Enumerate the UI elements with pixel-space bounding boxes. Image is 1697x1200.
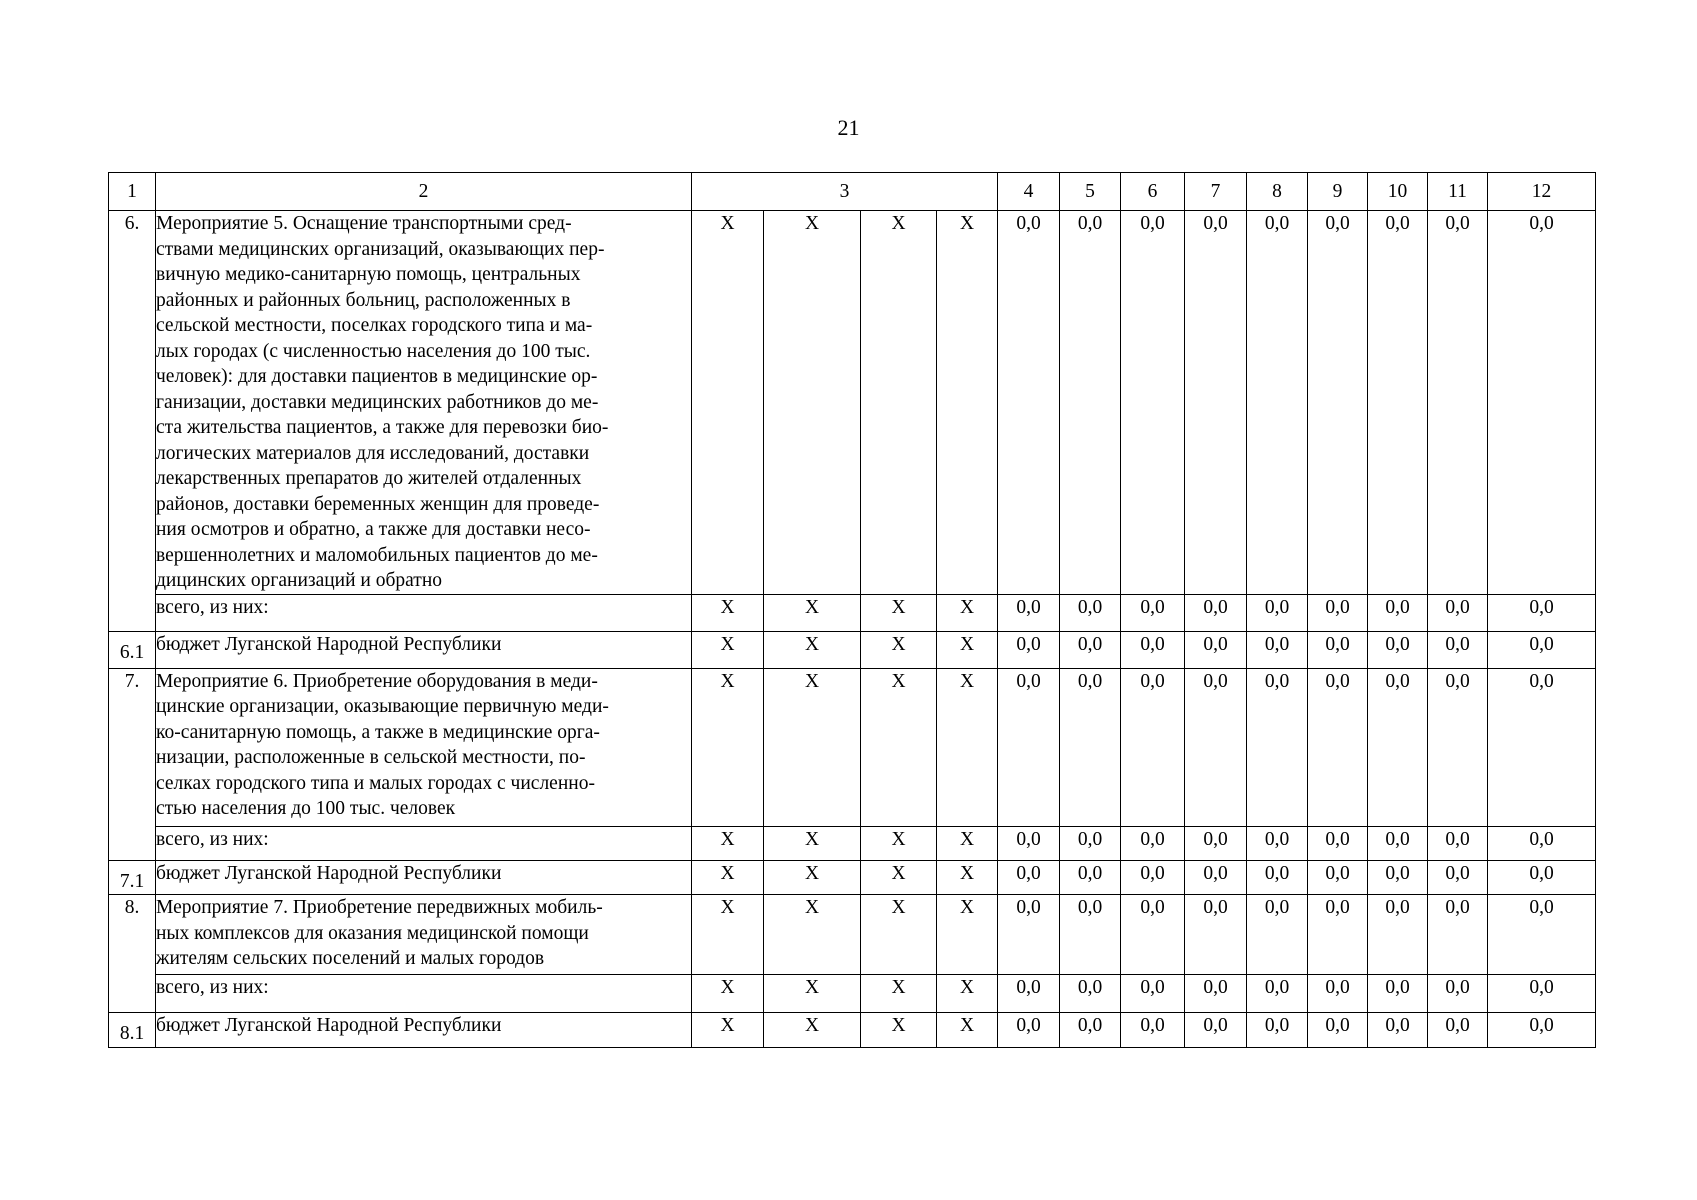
header-cell: 10 bbox=[1368, 173, 1428, 211]
description-line: селках городского типа и малых городах с численно- bbox=[156, 772, 595, 794]
value-cell: 0,0 bbox=[1185, 594, 1247, 631]
measure-row bbox=[109, 211, 1596, 595]
description-line: ния осмотров и обратно, а также для доставки несо- bbox=[156, 519, 591, 540]
value-cell: Х bbox=[937, 975, 998, 1013]
value-cell: Х bbox=[937, 668, 998, 826]
total-label: всего, из них: bbox=[156, 975, 692, 1013]
value-cell: 0,0 bbox=[1368, 668, 1428, 826]
value-cell: Х bbox=[764, 1013, 861, 1048]
total-label: всего, из них: bbox=[156, 594, 692, 631]
value-cell: 0,0 bbox=[1185, 975, 1247, 1013]
description-line: человек): для доставки пациентов в медицинские ор- bbox=[156, 366, 598, 387]
value-cell: 0,0 bbox=[1060, 631, 1121, 668]
total-row bbox=[109, 826, 1596, 860]
value-cell: 0,0 bbox=[1185, 211, 1247, 595]
value-cell: 0,0 bbox=[1308, 975, 1368, 1013]
description-line: дицинских организаций и обратно bbox=[156, 570, 443, 591]
value-cell: 0,0 bbox=[1488, 1013, 1596, 1048]
header-cell: 6 bbox=[1121, 173, 1185, 211]
value-cell: 0,0 bbox=[1121, 1013, 1185, 1048]
value-cell: 0,0 bbox=[1308, 1013, 1368, 1048]
value-cell: 0,0 bbox=[1488, 211, 1596, 595]
value-cell: 0,0 bbox=[1247, 826, 1308, 860]
value-cell: 0,0 bbox=[998, 594, 1060, 631]
budget-label: бюджет Луганской Народной Республики bbox=[156, 631, 692, 668]
value-cell: 0,0 bbox=[1488, 668, 1596, 826]
value-cell: 0,0 bbox=[1488, 895, 1596, 975]
value-cell: 0,0 bbox=[1428, 826, 1488, 860]
value-cell: Х bbox=[764, 860, 861, 895]
total-label: всего, из них: bbox=[156, 826, 692, 860]
value-cell: Х bbox=[861, 975, 937, 1013]
value-cell: 0,0 bbox=[1121, 631, 1185, 668]
value-cell: 0,0 bbox=[1247, 211, 1308, 595]
value-cell: Х bbox=[764, 668, 861, 826]
row-number: 7.1 bbox=[109, 860, 156, 895]
header-cell: 3 bbox=[692, 173, 998, 211]
value-cell: 0,0 bbox=[1121, 826, 1185, 860]
value-cell: Х bbox=[692, 860, 764, 895]
value-cell: 0,0 bbox=[1428, 668, 1488, 826]
value-cell: 0,0 bbox=[1185, 826, 1247, 860]
measure-description bbox=[156, 211, 692, 595]
description-line: низации, расположенные в сельской местности, по- bbox=[156, 747, 586, 768]
value-cell: 0,0 bbox=[1247, 860, 1308, 895]
value-cell: 0,0 bbox=[1185, 1013, 1247, 1048]
description-line: сельской местности, поселках городского типа и ма- bbox=[156, 315, 593, 336]
value-cell: 0,0 bbox=[1428, 594, 1488, 631]
header-cell: 5 bbox=[1060, 173, 1121, 211]
header-cell: 11 bbox=[1428, 173, 1488, 211]
value-cell: Х bbox=[692, 1013, 764, 1048]
value-cell: 0,0 bbox=[1368, 975, 1428, 1013]
header-cell: 2 bbox=[156, 173, 692, 211]
value-cell: 0,0 bbox=[1247, 895, 1308, 975]
description-line: Мероприятие 7. Приобретение передвижных мобиль- bbox=[156, 897, 603, 918]
description-line: жителям сельских поселений и малых городов bbox=[156, 948, 545, 969]
budget-row bbox=[109, 860, 1596, 895]
description-line: ствами медицинских организаций, оказывающих пер- bbox=[156, 238, 605, 260]
description-line: ста жительства пациентов, а также для перевозки био- bbox=[156, 417, 609, 438]
description-line: вершеннолетних и маломобильных пациентов до ме- bbox=[156, 544, 598, 566]
value-cell: Х bbox=[764, 594, 861, 631]
value-cell: 0,0 bbox=[1368, 895, 1428, 975]
value-cell: 0,0 bbox=[1060, 211, 1121, 595]
value-cell: 0,0 bbox=[1488, 826, 1596, 860]
measure-row bbox=[109, 895, 1596, 975]
value-cell: 0,0 bbox=[1060, 826, 1121, 860]
value-cell: 0,0 bbox=[1247, 668, 1308, 826]
value-cell: 0,0 bbox=[1368, 860, 1428, 895]
measure-description bbox=[156, 895, 692, 975]
value-cell: 0,0 bbox=[1308, 895, 1368, 975]
description-line: цинские организации, оказывающие первичную меди- bbox=[156, 696, 609, 717]
header-cell: 9 bbox=[1308, 173, 1368, 211]
header-row bbox=[109, 173, 1596, 211]
value-cell: 0,0 bbox=[1308, 860, 1368, 895]
value-cell: 0,0 bbox=[1060, 895, 1121, 975]
value-cell: Х bbox=[692, 668, 764, 826]
value-cell: Х bbox=[861, 1013, 937, 1048]
measure-description bbox=[156, 668, 692, 826]
value-cell: Х bbox=[692, 211, 764, 595]
value-cell: 0,0 bbox=[998, 631, 1060, 668]
page-number: 21 bbox=[837, 115, 860, 140]
value-cell: Х bbox=[692, 631, 764, 668]
value-cell: 0,0 bbox=[1428, 975, 1488, 1013]
value-cell: Х bbox=[937, 895, 998, 975]
value-cell: 0,0 bbox=[998, 1013, 1060, 1048]
value-cell: Х bbox=[861, 860, 937, 895]
description-line: логических материалов для исследований, доставки bbox=[156, 442, 590, 464]
row-number: 6.1 bbox=[109, 631, 156, 668]
description-line: Мероприятие 6. Приобретение оборудования в меди- bbox=[156, 670, 598, 692]
value-cell: Х bbox=[764, 895, 861, 975]
value-cell: 0,0 bbox=[1428, 860, 1488, 895]
budget-label: бюджет Луганской Народной Республики bbox=[156, 1013, 692, 1048]
value-cell: Х bbox=[692, 826, 764, 860]
value-cell: Х bbox=[937, 860, 998, 895]
value-cell: 0,0 bbox=[1185, 860, 1247, 895]
value-cell: Х bbox=[692, 975, 764, 1013]
value-cell: 0,0 bbox=[1247, 631, 1308, 668]
budget-row bbox=[109, 1013, 1596, 1048]
value-cell: Х bbox=[937, 211, 998, 595]
value-cell: Х bbox=[861, 826, 937, 860]
value-cell: 0,0 bbox=[1428, 895, 1488, 975]
value-cell: 0,0 bbox=[1428, 1013, 1488, 1048]
value-cell: 0,0 bbox=[1121, 668, 1185, 826]
description-line: ных комплексов для оказания медицинской помощи bbox=[156, 922, 589, 944]
value-cell: 0,0 bbox=[1247, 594, 1308, 631]
value-cell: Х bbox=[764, 975, 861, 1013]
header-cell: 1 bbox=[109, 173, 156, 211]
value-cell: 0,0 bbox=[1368, 1013, 1428, 1048]
value-cell: Х bbox=[764, 211, 861, 595]
value-cell: 0,0 bbox=[1121, 211, 1185, 595]
budget-row bbox=[109, 631, 1596, 668]
value-cell: 0,0 bbox=[998, 975, 1060, 1013]
header-cell: 4 bbox=[998, 173, 1060, 211]
value-cell: 0,0 bbox=[1121, 860, 1185, 895]
value-cell: 0,0 bbox=[1060, 975, 1121, 1013]
row-number: 8.1 bbox=[109, 1013, 156, 1048]
value-cell: 0,0 bbox=[1121, 975, 1185, 1013]
value-cell: 0,0 bbox=[1121, 895, 1185, 975]
budget-label: бюджет Луганской Народной Республики bbox=[156, 860, 692, 895]
value-cell: 0,0 bbox=[1308, 631, 1368, 668]
value-cell: 0,0 bbox=[1428, 211, 1488, 595]
value-cell: 0,0 bbox=[998, 860, 1060, 895]
program-table bbox=[108, 172, 1596, 1048]
header-cell: 12 bbox=[1488, 173, 1596, 211]
value-cell: 0,0 bbox=[998, 826, 1060, 860]
value-cell: 0,0 bbox=[1185, 895, 1247, 975]
value-cell: 0,0 bbox=[1488, 860, 1596, 895]
row-number: 6. bbox=[109, 211, 156, 632]
description-line: районов, доставки беременных женщин для проведе- bbox=[156, 493, 600, 515]
value-cell: 0,0 bbox=[998, 668, 1060, 826]
description-line: Мероприятие 5. Оснащение транспортными сред- bbox=[156, 213, 572, 234]
value-cell: 0,0 bbox=[1428, 631, 1488, 668]
value-cell: Х bbox=[861, 211, 937, 595]
description-line: ко-санитарную помощь, а также в медицинские орга- bbox=[156, 721, 600, 743]
value-cell: 0,0 bbox=[1368, 594, 1428, 631]
row-number: 8. bbox=[109, 895, 156, 1013]
value-cell: 0,0 bbox=[998, 895, 1060, 975]
value-cell: 0,0 bbox=[1060, 1013, 1121, 1048]
value-cell: Х bbox=[861, 594, 937, 631]
value-cell: 0,0 bbox=[998, 211, 1060, 595]
value-cell: Х bbox=[937, 826, 998, 860]
value-cell: 0,0 bbox=[1060, 860, 1121, 895]
description-line: вичную медико-санитарную помощь, центральных bbox=[156, 264, 581, 285]
value-cell: 0,0 bbox=[1060, 668, 1121, 826]
value-cell: 0,0 bbox=[1060, 594, 1121, 631]
value-cell: Х bbox=[861, 668, 937, 826]
value-cell: 0,0 bbox=[1308, 594, 1368, 631]
value-cell: 0,0 bbox=[1247, 1013, 1308, 1048]
value-cell: 0,0 bbox=[1488, 594, 1596, 631]
value-cell: 0,0 bbox=[1488, 631, 1596, 668]
value-cell: Х bbox=[861, 631, 937, 668]
row-number: 7. bbox=[109, 668, 156, 860]
value-cell: 0,0 bbox=[1308, 668, 1368, 826]
value-cell: Х bbox=[692, 594, 764, 631]
value-cell: Х bbox=[937, 631, 998, 668]
total-row bbox=[109, 594, 1596, 631]
measure-row bbox=[109, 668, 1596, 826]
value-cell: Х bbox=[764, 631, 861, 668]
header-cell: 7 bbox=[1185, 173, 1247, 211]
value-cell: Х bbox=[937, 594, 998, 631]
value-cell: 0,0 bbox=[1121, 594, 1185, 631]
description-line: лекарственных препаратов до жителей отдаленных bbox=[156, 468, 582, 489]
value-cell: Х bbox=[764, 826, 861, 860]
value-cell: 0,0 bbox=[1308, 826, 1368, 860]
value-cell: 0,0 bbox=[1368, 211, 1428, 595]
description-line: стью населения до 100 тыс. человек bbox=[156, 798, 456, 819]
value-cell: Х bbox=[861, 895, 937, 975]
value-cell: 0,0 bbox=[1368, 631, 1428, 668]
value-cell: 0,0 bbox=[1368, 826, 1428, 860]
description-line: ганизации, доставки медицинских работников до ме- bbox=[156, 391, 599, 413]
value-cell: 0,0 bbox=[1308, 211, 1368, 595]
value-cell: 0,0 bbox=[1185, 631, 1247, 668]
description-line: районных и районных больниц, расположенных в bbox=[156, 289, 571, 311]
value-cell: Х bbox=[692, 895, 764, 975]
description-line: лых городах (с численностью населения до 100 тыс. bbox=[156, 340, 591, 362]
value-cell: 0,0 bbox=[1488, 975, 1596, 1013]
value-cell: Х bbox=[937, 1013, 998, 1048]
value-cell: 0,0 bbox=[1247, 975, 1308, 1013]
header-cell: 8 bbox=[1247, 173, 1308, 211]
total-row bbox=[109, 975, 1596, 1013]
value-cell: 0,0 bbox=[1185, 668, 1247, 826]
